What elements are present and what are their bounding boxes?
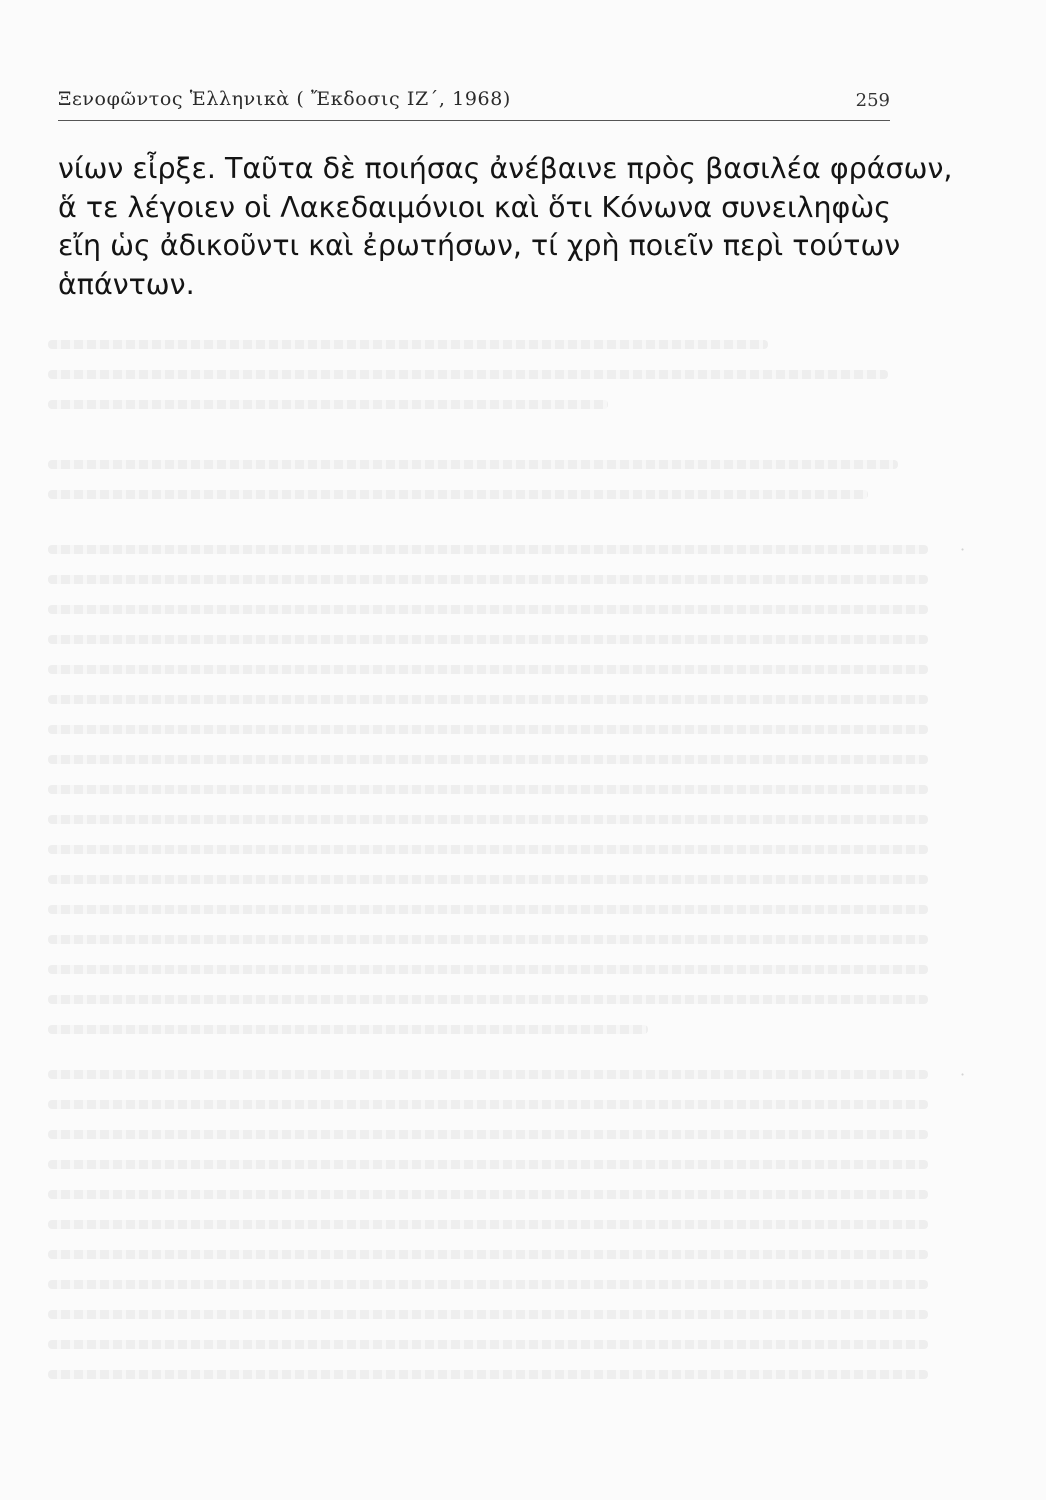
running-header bbox=[58, 84, 890, 118]
text-line: νίων εἶρξε. Ταῦτα δὲ ποιήσας ἀνέβαινε πρὸς βασιλέα φράσων, bbox=[58, 152, 953, 185]
header-rule bbox=[58, 120, 890, 121]
text-line: ἅ τε λέγοιεν οἱ Λακεδαιμόνιοι καὶ ὅτι Κόνωνα συνειληφὼς bbox=[58, 190, 891, 224]
text-line: ἁπάντων. bbox=[58, 267, 195, 301]
body-text bbox=[58, 150, 953, 304]
page-number: 259 bbox=[855, 90, 890, 111]
reverse-side-bleed-through bbox=[40, 300, 970, 1400]
text-line: εἴη ὡς ἀδικοῦντι καὶ ἐρωτήσων, τί χρὴ ποιεῖν περὶ τούτων bbox=[58, 229, 901, 262]
header-title: Ξενοφῶντος Ἑλληνικὰ ( Ἔκδοσις ΙΖ΄, 1968) bbox=[58, 88, 511, 110]
margin-mark: · bbox=[960, 1065, 966, 1084]
margin-mark: · bbox=[960, 540, 966, 559]
